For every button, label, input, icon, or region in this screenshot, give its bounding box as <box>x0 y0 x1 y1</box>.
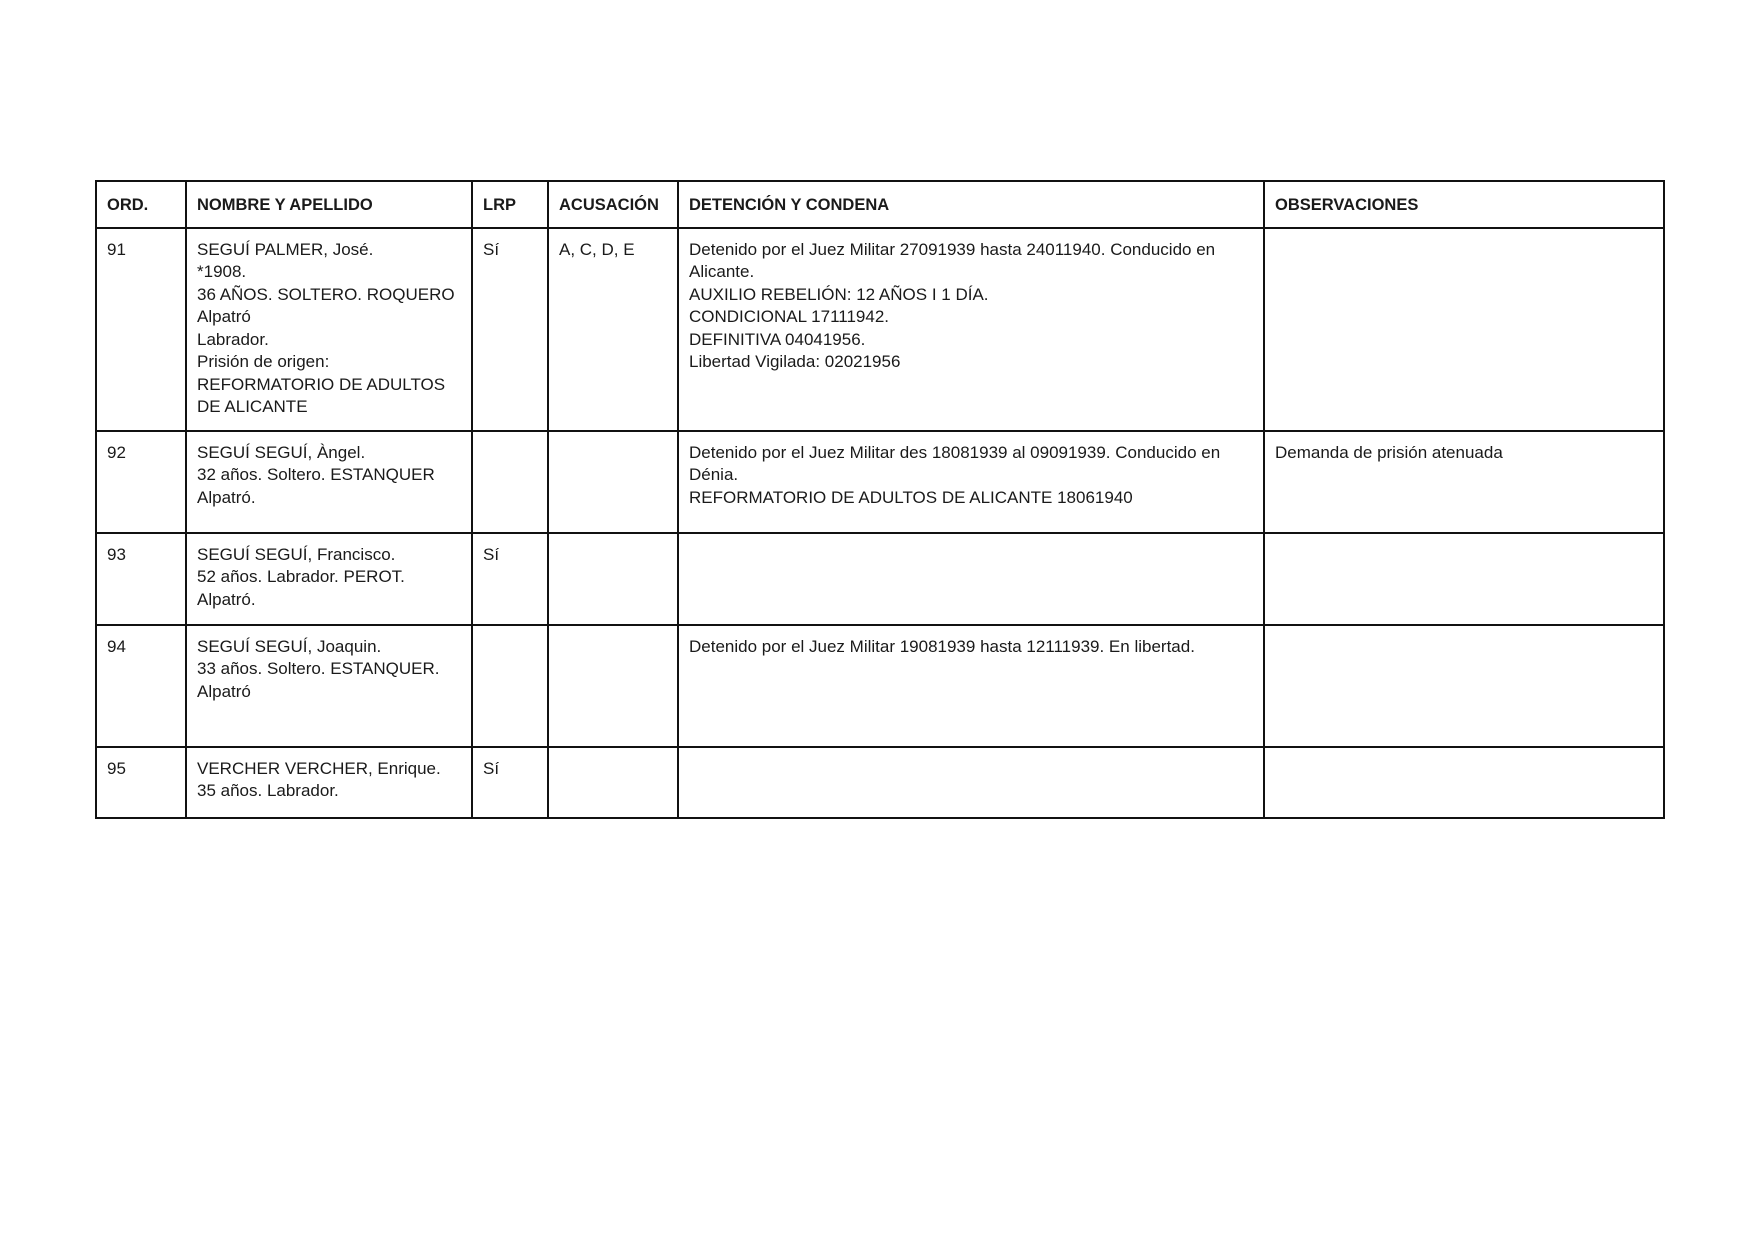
nombre-line: 52 años. Labrador. PEROT. <box>197 567 405 586</box>
nombre-line: 35 años. Labrador. <box>197 781 339 800</box>
cell-observaciones <box>1264 625 1664 747</box>
table-header-row <box>96 181 1664 228</box>
detencion-line: Detenido por el Juez Militar 19081939 hasta 12111939. En libertad. <box>689 636 1195 656</box>
nombre-line: Alpatró. <box>197 589 256 609</box>
detencion-line: Libertad Vigilada: 02021956 <box>689 352 901 371</box>
cell-observaciones <box>1264 228 1664 431</box>
cell-nombre <box>186 747 472 818</box>
cell-observaciones <box>1264 533 1664 625</box>
nombre-line: VERCHER VERCHER, Enrique. <box>197 758 441 778</box>
cell-lrp <box>472 431 548 533</box>
header-ord: ORD. <box>96 181 186 228</box>
nombre-line: SEGUÍ SEGUÍ, Joaquin. <box>197 636 382 656</box>
cell-ord: 93 <box>96 533 186 625</box>
nombre-line: 33 años. Soltero. ESTANQUER. <box>197 659 440 678</box>
table-row <box>96 431 1664 533</box>
prisoner-registry-table <box>95 180 1665 819</box>
cell-ord: 91 <box>96 228 186 431</box>
nombre-line: Alpatró <box>197 681 251 701</box>
table-row <box>96 625 1664 747</box>
nombre-line: SEGUÍ PALMER, José. <box>197 239 374 259</box>
nombre-line: 36 AÑOS. SOLTERO. ROQUERO <box>197 284 455 304</box>
header-detencion: DETENCIÓN Y CONDENA <box>678 181 1264 228</box>
table-row <box>96 747 1664 818</box>
nombre-line: *1908. <box>197 262 247 281</box>
detencion-line: AUXILIO REBELIÓN: 12 AÑOS I 1 DÍA. <box>689 284 989 304</box>
cell-detencion <box>678 625 1264 747</box>
cell-acusacion: A, C, D, E <box>548 228 678 431</box>
nombre-line: Alpatró. <box>197 487 256 507</box>
detencion-line: CONDICIONAL 17111942. <box>689 307 889 326</box>
header-lrp: LRP <box>472 181 548 228</box>
nombre-line: SEGUÍ SEGUÍ, Francisco. <box>197 544 396 564</box>
detencion-line: Detenido por el Juez Militar des 18081939 al 09091939. Conducido en Dénia. <box>689 442 1221 484</box>
cell-lrp: Sí <box>472 533 548 625</box>
cell-ord: 95 <box>96 747 186 818</box>
cell-nombre <box>186 431 472 533</box>
detencion-line: DEFINITIVA 04041956. <box>689 329 866 349</box>
cell-lrp: Sí <box>472 747 548 818</box>
cell-ord: 92 <box>96 431 186 533</box>
cell-acusacion <box>548 431 678 533</box>
cell-acusacion <box>548 747 678 818</box>
header-observaciones: OBSERVACIONES <box>1264 181 1664 228</box>
table-row <box>96 533 1664 625</box>
header-nombre: NOMBRE Y APELLIDO <box>186 181 472 228</box>
detencion-line: Detenido por el Juez Militar 27091939 hasta 24011940. Conducido en Alicante. <box>689 239 1216 281</box>
table-row <box>96 228 1664 431</box>
nombre-line: REFORMATORIO DE ADULTOS DE ALICANTE <box>197 374 446 416</box>
cell-detencion <box>678 747 1264 818</box>
header-acusacion: ACUSACIÓN <box>548 181 678 228</box>
cell-detencion <box>678 533 1264 625</box>
cell-lrp <box>472 625 548 747</box>
cell-nombre <box>186 533 472 625</box>
cell-nombre <box>186 228 472 431</box>
detencion-line: REFORMATORIO DE ADULTOS DE ALICANTE 18061940 <box>689 487 1133 507</box>
cell-detencion <box>678 228 1264 431</box>
cell-observaciones <box>1264 747 1664 818</box>
cell-acusacion <box>548 533 678 625</box>
nombre-line: 32 años. Soltero. ESTANQUER <box>197 465 435 484</box>
nombre-line: SEGUÍ SEGUÍ, Àngel. <box>197 442 366 462</box>
nombre-line: Prisión de origen: <box>197 352 330 371</box>
cell-ord: 94 <box>96 625 186 747</box>
cell-lrp: Sí <box>472 228 548 431</box>
nombre-line: Alpatró <box>197 307 251 326</box>
nombre-line: Labrador. <box>197 329 269 349</box>
cell-nombre <box>186 625 472 747</box>
cell-detencion <box>678 431 1264 533</box>
cell-acusacion <box>548 625 678 747</box>
cell-observaciones: Demanda de prisión atenuada <box>1264 431 1664 533</box>
